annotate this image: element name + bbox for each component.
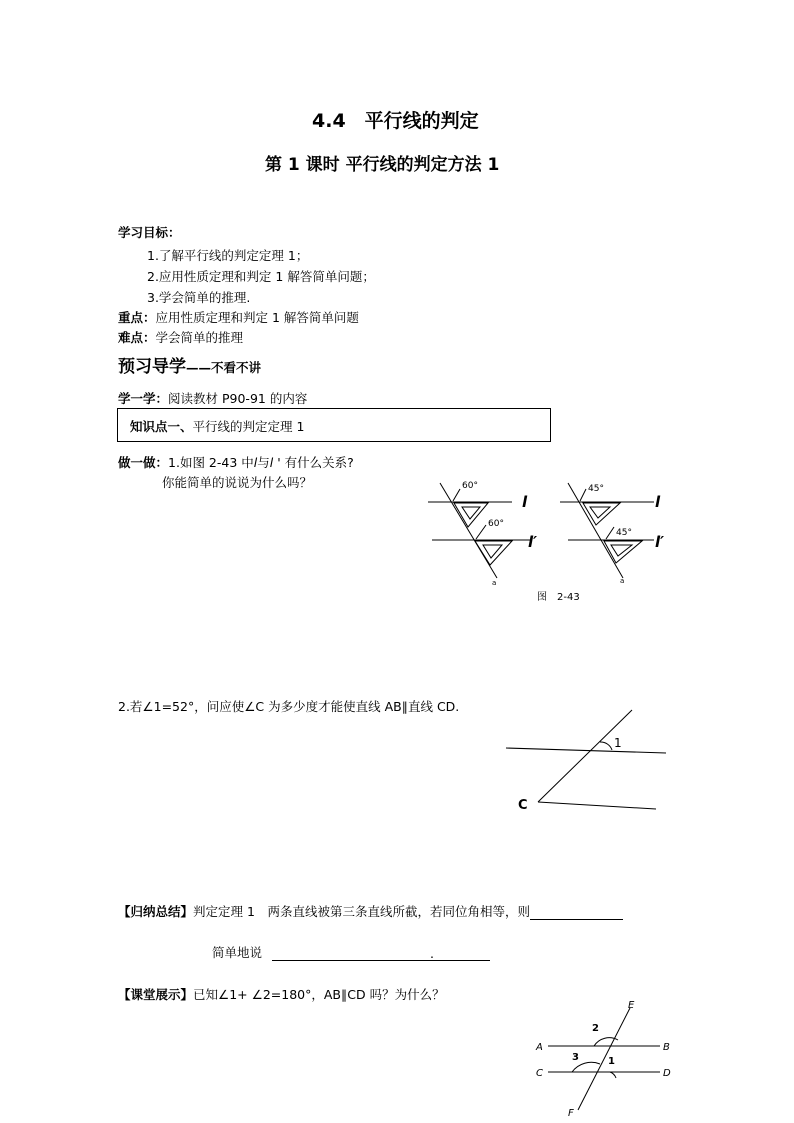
- label-45-bottom: 45°: [616, 528, 632, 538]
- page-subtitle: 第 1 课时 平行线的判定方法 1: [265, 155, 500, 175]
- set-square-left-top-inner: [462, 507, 480, 519]
- figure-caption: 图 2-43: [537, 592, 580, 603]
- try-it-and: 与: [257, 455, 270, 470]
- preview-heading-suffix: ——不看不讲: [186, 360, 262, 375]
- label-l-prime-right: l′: [655, 533, 665, 551]
- set-square-right-top: [583, 503, 620, 525]
- set-square-right-bottom-inner: [611, 545, 632, 556]
- angle-2-label: 2: [592, 1023, 599, 1034]
- line-ab: [506, 748, 666, 753]
- transversal: [538, 710, 632, 802]
- knowledge-box-label: 知识点一、: [130, 419, 193, 434]
- difficult-point-text: 学会简单的推理: [155, 330, 244, 345]
- summary-simple-dot: .: [430, 946, 434, 961]
- angle-2-arc: [594, 1038, 618, 1046]
- try-it-label: 做一做：: [118, 455, 169, 470]
- classroom-text: 已知∠1+ ∠2=180°，AB∥CD 吗？为什么？: [193, 987, 445, 1002]
- line-cd: [538, 802, 656, 809]
- summary-blank[interactable]: [530, 905, 623, 920]
- try-it-l-prime: l ': [269, 455, 281, 470]
- angle-1-label: 1: [614, 736, 622, 750]
- objectives-label: 学习目标：: [118, 225, 181, 240]
- objective-item: 1.了解平行线的判定定理 1；: [147, 248, 309, 263]
- figure-2-43: [420, 475, 680, 610]
- angle-3-arc: [572, 1062, 600, 1072]
- page-title: 4.4 平行线的判定: [312, 110, 479, 132]
- label-f: F: [568, 1108, 574, 1119]
- try-it-line2: 你能简单的说说为什么吗？: [162, 475, 313, 490]
- key-point-text: 应用性质定理和判定 1 解答简单问题: [155, 310, 359, 325]
- label-60-top: 60°: [462, 481, 478, 491]
- try-it-end: 有什么关系?: [280, 455, 354, 470]
- transversal-left: [440, 483, 497, 578]
- angle-mark-left-bottom: [476, 525, 486, 539]
- set-square-right-top-inner: [590, 507, 610, 518]
- label-60-bottom: 60°: [488, 519, 504, 529]
- label-45-top: 45°: [588, 484, 604, 494]
- summary-simple-line: [212, 943, 490, 961]
- learn-line: [118, 389, 307, 407]
- label-l-left: l: [522, 493, 528, 511]
- transversal-right: [568, 483, 623, 578]
- question-2-figure: [500, 705, 675, 820]
- try-it-l: l: [253, 455, 258, 470]
- preview-heading: [118, 352, 261, 377]
- angle-3-label: 3: [572, 1052, 579, 1063]
- angle-mark-right-bottom: [606, 527, 614, 539]
- difficult-point: [118, 328, 243, 346]
- label-a-right: a: [620, 577, 625, 585]
- objective-item: 3.学会简单的推理.: [147, 290, 251, 305]
- label-a: A: [536, 1042, 543, 1053]
- label-d: D: [663, 1068, 671, 1079]
- angle-mark-right-top: [580, 489, 586, 501]
- label-b: B: [663, 1042, 670, 1053]
- preview-heading-main: 预习导学: [118, 357, 186, 377]
- point-c-label: C: [518, 798, 528, 813]
- summary-text: 判定定理 1 两条直线被第三条直线所截，若同位角相等，则: [193, 904, 530, 919]
- try-it-line1: [118, 453, 354, 471]
- try-it-text: 1.如图 2-43 中: [168, 455, 254, 470]
- summary-label: 【归纳总结】: [118, 904, 194, 919]
- knowledge-box-content: [130, 417, 304, 435]
- objective-item: 2.应用性质定理和判定 1 解答简单问题；: [147, 269, 375, 284]
- label-e: E: [628, 1000, 635, 1011]
- angle-mark-left-top: [453, 489, 460, 501]
- classroom-label: 【课堂展示】: [118, 987, 194, 1002]
- knowledge-box-text: 平行线的判定定理 1: [192, 419, 305, 434]
- learn-text: 阅读教材 P90-91 的内容: [168, 391, 308, 406]
- angle-1-arc: [600, 742, 612, 750]
- angle-1-arc: [610, 1072, 616, 1078]
- summary-simple-blank[interactable]: [272, 946, 490, 961]
- classroom-line: [118, 985, 445, 1003]
- key-point-label: 重点：: [118, 310, 156, 325]
- classroom-figure: [530, 998, 690, 1120]
- angle-1-label: 1: [608, 1056, 615, 1067]
- line-ef: [578, 1008, 630, 1110]
- learn-label: 学一学：: [118, 391, 169, 406]
- label-l-right: l: [655, 493, 661, 511]
- label-a-left: a: [492, 579, 497, 587]
- label-c: C: [536, 1068, 543, 1079]
- key-point: [118, 308, 359, 326]
- label-l-prime-left: l′: [528, 533, 538, 551]
- difficult-point-label: 难点：: [118, 330, 156, 345]
- summary-line: [118, 902, 623, 920]
- question-2: 2.若∠1=52°，问应使∠C 为多少度才能使直线 AB∥直线 CD.: [118, 699, 460, 714]
- summary-simple-label: 简单地说: [212, 945, 263, 960]
- set-square-left-bottom-inner: [483, 545, 502, 558]
